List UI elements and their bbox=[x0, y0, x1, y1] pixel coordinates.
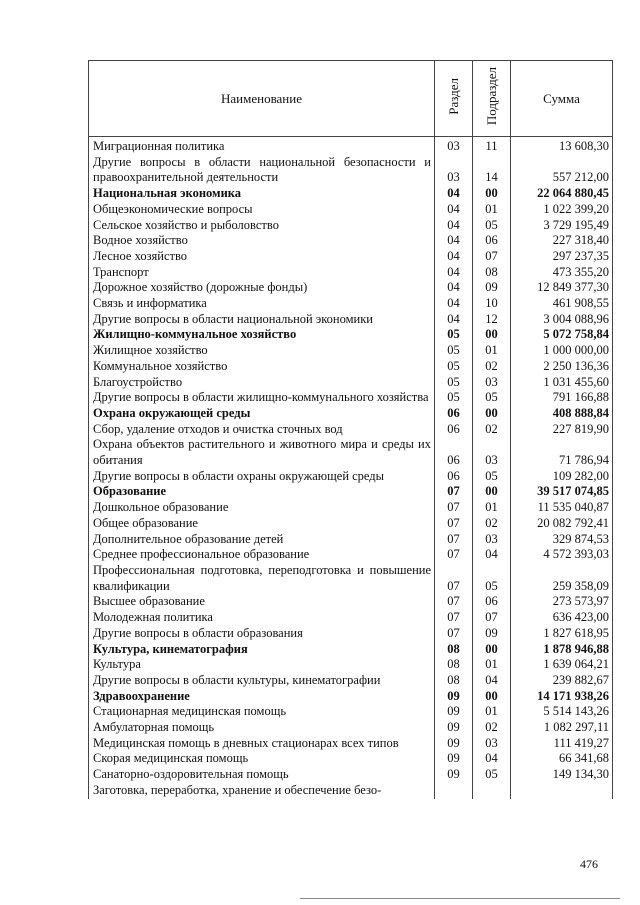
row-subsection: 06 bbox=[473, 594, 511, 610]
row-sum: 408 888,84 bbox=[511, 406, 613, 422]
row-name: Среднее профессиональное образование bbox=[89, 547, 435, 563]
row-subsection: 03 bbox=[473, 375, 511, 391]
row-sum: 14 171 938,26 bbox=[511, 689, 613, 705]
row-name: Дополнительное образование детей bbox=[89, 532, 435, 548]
row-section: 04 bbox=[435, 280, 473, 296]
row-subsection: 09 bbox=[473, 626, 511, 642]
row-section: 03 bbox=[435, 137, 473, 155]
page-number: 476 bbox=[580, 857, 598, 871]
row-name: Охрана окружающей среды bbox=[89, 406, 435, 422]
row-name: Медицинская помощь в дневных стационарах всех типов bbox=[89, 736, 435, 752]
row-name: Дошкольное образование bbox=[89, 500, 435, 516]
table-row bbox=[89, 642, 613, 658]
row-section: 04 bbox=[435, 296, 473, 312]
table-row bbox=[89, 626, 613, 642]
row-sum: 3 729 195,49 bbox=[511, 218, 613, 234]
table-row bbox=[89, 783, 613, 799]
row-subsection: 00 bbox=[473, 327, 511, 343]
row-sum: 557 212,00 bbox=[511, 155, 613, 186]
row-section: 08 bbox=[435, 642, 473, 658]
row-sum: 1 082 297,11 bbox=[511, 720, 613, 736]
table-row bbox=[89, 265, 613, 281]
row-sum: 473 355,20 bbox=[511, 265, 613, 281]
row-name: Общеэкономические вопросы bbox=[89, 202, 435, 218]
row-subsection: 05 bbox=[473, 218, 511, 234]
row-name: Культура, кинематография bbox=[89, 642, 435, 658]
row-name: Водное хозяйство bbox=[89, 233, 435, 249]
row-section: 08 bbox=[435, 657, 473, 673]
row-name: Сельское хозяйство и рыболовство bbox=[89, 218, 435, 234]
table-row bbox=[89, 437, 613, 468]
row-section: 07 bbox=[435, 563, 473, 594]
row-sum: 4 572 393,03 bbox=[511, 547, 613, 563]
table-row bbox=[89, 202, 613, 218]
row-section: 07 bbox=[435, 500, 473, 516]
row-section: 09 bbox=[435, 720, 473, 736]
row-section: 06 bbox=[435, 469, 473, 485]
table-row bbox=[89, 137, 613, 155]
table-row bbox=[89, 218, 613, 234]
row-section: 04 bbox=[435, 202, 473, 218]
row-section: 05 bbox=[435, 390, 473, 406]
table-row bbox=[89, 375, 613, 391]
row-name: Миграционная политика bbox=[89, 137, 435, 155]
row-sum: 3 004 088,96 bbox=[511, 312, 613, 328]
row-subsection: 00 bbox=[473, 689, 511, 705]
row-name: Другие вопросы в области охраны окружающей среды bbox=[89, 469, 435, 485]
budget-table-container bbox=[88, 60, 612, 799]
row-subsection: 12 bbox=[473, 312, 511, 328]
row-section: 04 bbox=[435, 249, 473, 265]
row-name: Связь и информатика bbox=[89, 296, 435, 312]
table-row bbox=[89, 610, 613, 626]
row-sum: 227 819,90 bbox=[511, 422, 613, 438]
table-row bbox=[89, 155, 613, 186]
row-subsection: 05 bbox=[473, 469, 511, 485]
row-section: 05 bbox=[435, 375, 473, 391]
row-name: Заготовка, переработка, хранение и обеспечение безо- bbox=[89, 783, 435, 799]
table-row bbox=[89, 280, 613, 296]
table-row bbox=[89, 249, 613, 265]
row-subsection: 00 bbox=[473, 186, 511, 202]
row-name: Другие вопросы в области национальной экономики bbox=[89, 312, 435, 328]
row-sum: 71 786,94 bbox=[511, 437, 613, 468]
row-name: Дорожное хозяйство (дорожные фонды) bbox=[89, 280, 435, 296]
table-row bbox=[89, 469, 613, 485]
row-sum: 13 608,30 bbox=[511, 137, 613, 155]
row-name: Скорая медицинская помощь bbox=[89, 751, 435, 767]
row-subsection: 07 bbox=[473, 249, 511, 265]
row-sum: 39 517 074,85 bbox=[511, 484, 613, 500]
row-subsection: 14 bbox=[473, 155, 511, 186]
table-row bbox=[89, 406, 613, 422]
table-row bbox=[89, 296, 613, 312]
row-name: Лесное хозяйство bbox=[89, 249, 435, 265]
header-sum: Сумма bbox=[511, 61, 613, 137]
row-sum: 1 031 455,60 bbox=[511, 375, 613, 391]
row-sum: 2 250 136,36 bbox=[511, 359, 613, 375]
row-section: 07 bbox=[435, 610, 473, 626]
header-subsection: Подраздел bbox=[483, 67, 499, 126]
row-subsection: 03 bbox=[473, 736, 511, 752]
row-name: Другие вопросы в области культуры, кинематографии bbox=[89, 673, 435, 689]
row-name: Стационарная медицинская помощь bbox=[89, 704, 435, 720]
row-sum: 329 874,53 bbox=[511, 532, 613, 548]
row-name: Культура bbox=[89, 657, 435, 673]
row-sum: 12 849 377,30 bbox=[511, 280, 613, 296]
header-subsection-cell bbox=[473, 61, 511, 137]
row-section: 04 bbox=[435, 312, 473, 328]
row-sum: 227 318,40 bbox=[511, 233, 613, 249]
row-sum: 1 827 618,95 bbox=[511, 626, 613, 642]
budget-table bbox=[88, 60, 613, 799]
row-subsection: 11 bbox=[473, 137, 511, 155]
row-section: 03 bbox=[435, 155, 473, 186]
row-sum: 636 423,00 bbox=[511, 610, 613, 626]
row-name: Другие вопросы в области образования bbox=[89, 626, 435, 642]
row-sum: 22 064 880,45 bbox=[511, 186, 613, 202]
row-section: 06 bbox=[435, 437, 473, 468]
row-sum: 109 282,00 bbox=[511, 469, 613, 485]
row-subsection: 05 bbox=[473, 390, 511, 406]
table-row bbox=[89, 516, 613, 532]
row-subsection: 02 bbox=[473, 720, 511, 736]
row-sum: 1 878 946,88 bbox=[511, 642, 613, 658]
table-row bbox=[89, 186, 613, 202]
row-section: 05 bbox=[435, 359, 473, 375]
table-row bbox=[89, 736, 613, 752]
table-row bbox=[89, 484, 613, 500]
row-name: Другие вопросы в области национальной безопасности и правоохранительной деятельности bbox=[89, 155, 435, 186]
row-sum: 5 514 143,26 bbox=[511, 704, 613, 720]
row-name: Национальная экономика bbox=[89, 186, 435, 202]
row-subsection: 10 bbox=[473, 296, 511, 312]
row-sum: 273 573,97 bbox=[511, 594, 613, 610]
row-section: 05 bbox=[435, 327, 473, 343]
row-name: Коммунальное хозяйство bbox=[89, 359, 435, 375]
row-sum: 461 908,55 bbox=[511, 296, 613, 312]
header-section-cell bbox=[435, 61, 473, 137]
table-row bbox=[89, 563, 613, 594]
row-section: 07 bbox=[435, 516, 473, 532]
row-section: 09 bbox=[435, 736, 473, 752]
row-name: Амбулаторная помощь bbox=[89, 720, 435, 736]
row-section: 04 bbox=[435, 233, 473, 249]
row-subsection bbox=[473, 783, 511, 799]
row-subsection: 08 bbox=[473, 265, 511, 281]
row-subsection: 02 bbox=[473, 359, 511, 375]
row-sum: 239 882,67 bbox=[511, 673, 613, 689]
table-body bbox=[89, 137, 613, 799]
row-subsection: 05 bbox=[473, 563, 511, 594]
row-subsection: 05 bbox=[473, 767, 511, 783]
table-row bbox=[89, 657, 613, 673]
table-row bbox=[89, 500, 613, 516]
row-section: 08 bbox=[435, 673, 473, 689]
row-sum: 1 000 000,00 bbox=[511, 343, 613, 359]
table-row bbox=[89, 689, 613, 705]
table-row bbox=[89, 704, 613, 720]
row-subsection: 03 bbox=[473, 532, 511, 548]
row-section: 04 bbox=[435, 265, 473, 281]
table-row bbox=[89, 327, 613, 343]
row-section: 04 bbox=[435, 218, 473, 234]
row-section: 07 bbox=[435, 547, 473, 563]
row-name: Санаторно-оздоровительная помощь bbox=[89, 767, 435, 783]
table-row bbox=[89, 594, 613, 610]
row-name: Образование bbox=[89, 484, 435, 500]
row-subsection: 03 bbox=[473, 437, 511, 468]
header-section: Раздел bbox=[445, 78, 461, 115]
row-name: Жилищное хозяйство bbox=[89, 343, 435, 359]
row-section: 07 bbox=[435, 594, 473, 610]
row-section: 04 bbox=[435, 186, 473, 202]
row-name: Общее образование bbox=[89, 516, 435, 532]
row-section: 09 bbox=[435, 751, 473, 767]
row-name: Высшее образование bbox=[89, 594, 435, 610]
row-subsection: 01 bbox=[473, 500, 511, 516]
row-section: 05 bbox=[435, 343, 473, 359]
row-subsection: 01 bbox=[473, 202, 511, 218]
bottom-divider bbox=[300, 898, 620, 899]
row-subsection: 09 bbox=[473, 280, 511, 296]
row-subsection: 00 bbox=[473, 406, 511, 422]
row-name: Охрана объектов растительного и животного мира и среды их обитания bbox=[89, 437, 435, 468]
row-section: 06 bbox=[435, 422, 473, 438]
header-name: Наименование bbox=[89, 61, 435, 137]
table-row bbox=[89, 233, 613, 249]
table-row bbox=[89, 532, 613, 548]
row-subsection: 01 bbox=[473, 343, 511, 359]
row-name: Транспорт bbox=[89, 265, 435, 281]
row-subsection: 00 bbox=[473, 642, 511, 658]
row-section: 09 bbox=[435, 704, 473, 720]
row-subsection: 04 bbox=[473, 751, 511, 767]
row-sum: 5 072 758,84 bbox=[511, 327, 613, 343]
table-header-row bbox=[89, 61, 613, 137]
row-subsection: 04 bbox=[473, 673, 511, 689]
row-subsection: 01 bbox=[473, 657, 511, 673]
row-section: 07 bbox=[435, 532, 473, 548]
table-row bbox=[89, 343, 613, 359]
row-sum bbox=[511, 783, 613, 799]
table-row bbox=[89, 359, 613, 375]
row-name: Другие вопросы в области жилищно-коммунального хозяйства bbox=[89, 390, 435, 406]
row-subsection: 07 bbox=[473, 610, 511, 626]
row-sum: 66 341,68 bbox=[511, 751, 613, 767]
row-section: 09 bbox=[435, 689, 473, 705]
table-row bbox=[89, 673, 613, 689]
row-subsection: 06 bbox=[473, 233, 511, 249]
table-row bbox=[89, 720, 613, 736]
row-subsection: 02 bbox=[473, 516, 511, 532]
row-section: 06 bbox=[435, 406, 473, 422]
row-name: Жилищно-коммунальное хозяйство bbox=[89, 327, 435, 343]
row-sum: 149 134,30 bbox=[511, 767, 613, 783]
row-section: 07 bbox=[435, 626, 473, 642]
row-sum: 111 419,27 bbox=[511, 736, 613, 752]
row-sum: 1 639 064,21 bbox=[511, 657, 613, 673]
row-section: 07 bbox=[435, 484, 473, 500]
row-name: Профессиональная подготовка, переподготовка и повышение квалификации bbox=[89, 563, 435, 594]
row-subsection: 01 bbox=[473, 704, 511, 720]
row-subsection: 02 bbox=[473, 422, 511, 438]
table-row bbox=[89, 312, 613, 328]
row-sum: 11 535 040,87 bbox=[511, 500, 613, 516]
row-sum: 259 358,09 bbox=[511, 563, 613, 594]
row-sum: 791 166,88 bbox=[511, 390, 613, 406]
row-subsection: 04 bbox=[473, 547, 511, 563]
row-sum: 20 082 792,41 bbox=[511, 516, 613, 532]
row-sum: 1 022 399,20 bbox=[511, 202, 613, 218]
table-row bbox=[89, 390, 613, 406]
table-row bbox=[89, 751, 613, 767]
row-name: Здравоохранение bbox=[89, 689, 435, 705]
row-name: Благоустройство bbox=[89, 375, 435, 391]
row-subsection: 00 bbox=[473, 484, 511, 500]
row-name: Молодежная политика bbox=[89, 610, 435, 626]
row-section: 09 bbox=[435, 767, 473, 783]
row-sum: 297 237,35 bbox=[511, 249, 613, 265]
table-row bbox=[89, 547, 613, 563]
table-row bbox=[89, 767, 613, 783]
table-row bbox=[89, 422, 613, 438]
row-name: Сбор, удаление отходов и очистка сточных вод bbox=[89, 422, 435, 438]
row-section bbox=[435, 783, 473, 799]
